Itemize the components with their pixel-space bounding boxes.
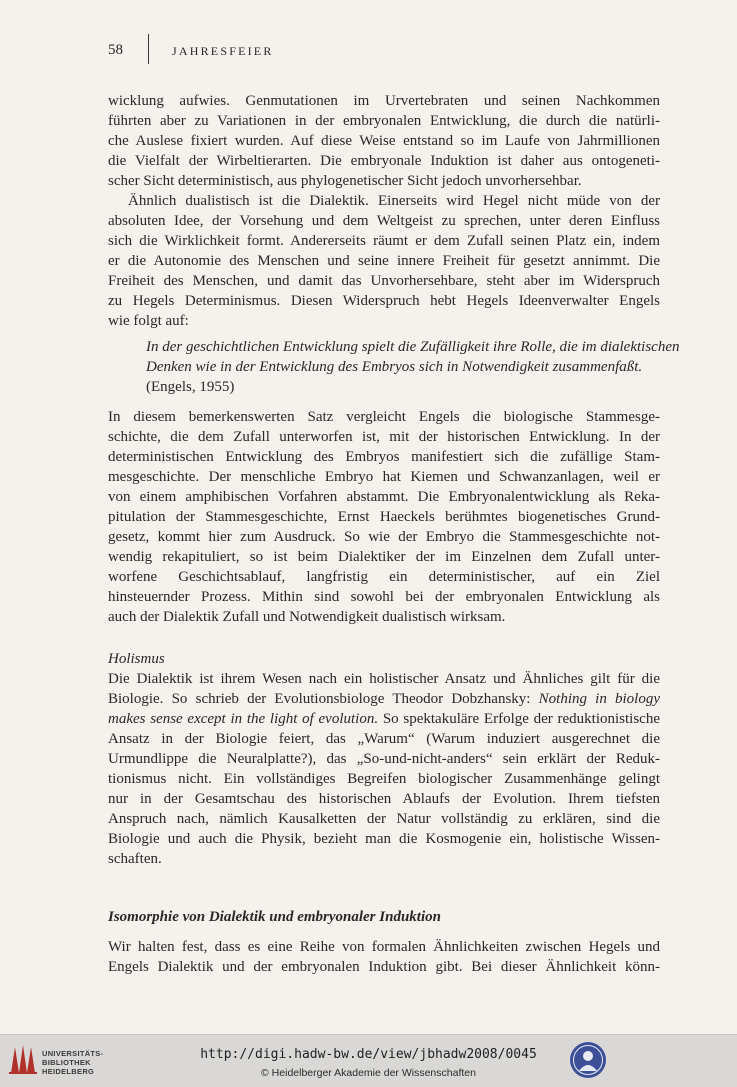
text-line: Freiheit des Menschen, und damit das Unvorhersehbare, steht aber im Widerspruch (108, 273, 660, 289)
paragraph-1 (108, 91, 660, 191)
text-run: So spektakuläre Erfolge der reduktionistische (378, 711, 660, 727)
header-divider (148, 34, 149, 64)
text-line: die Vielfalt der Wirbeltierarten. Die embryonale Induktion ist daher aus ontogeneti- (108, 153, 660, 169)
permalink-url[interactable]: http://digi.hadw-bw.de/view/jbhadw2008/0045 (200, 1047, 537, 1062)
body-text (108, 91, 680, 977)
text-line: wendig rekapituliert, so ist beim Dialektiker der im Einzelnen dem Zufall unter- (108, 549, 660, 565)
page-number: 58 (108, 42, 123, 58)
text-line: schaften. (108, 851, 162, 867)
text-line: gesetz, kommt hier zum Ausdruck. So wie der Embryo die Stammesgeschichte not- (108, 529, 660, 545)
text-line (108, 709, 660, 729)
logo-text-line: BIBLIOTHEK (42, 1058, 91, 1067)
text-line: sich die Wirklichkeit formt. Andererseits räumt er dem Zufall seinen Platz ein, indem (108, 233, 660, 249)
copyright-notice: © Heidelberger Akademie der Wissenschaften (261, 1067, 476, 1079)
italic-quote: Nothing in biology (538, 691, 661, 707)
text-line: absoluten Idee, der Vorsehung und dem Weltgeist zu sprechen, unter deren Einfluss (108, 213, 660, 229)
paragraph-2 (108, 191, 660, 331)
text-line: pitulation der Stammesgeschichte, Ernst Haeckels berühmtes biogenetisches Grund- (108, 509, 660, 525)
text-line: zu Hegels Determinismus. Diesen Widerspruch hebt Hegels Ideenverwalter Engels (108, 293, 660, 309)
text-line: Biologie und auch die Physik, bezieht man die Kosmogenie ein, holistische Wissen- (108, 831, 660, 847)
viewer-footer (0, 1034, 737, 1087)
subheading-holismus: Holismus (108, 651, 165, 667)
text-line: hinsteuernder Prozess. Mithin sind sowohl bei der embryonalen Entwicklung als (108, 589, 660, 605)
block-quote (146, 337, 680, 397)
text-run: Biologie. So schrieb der Evolutionsbiologe Theodor Dobzhansky: (108, 691, 539, 707)
quote-citation: (Engels, 1955) (146, 379, 235, 395)
text-line: wie folgt auf: (108, 313, 189, 329)
text-line: deterministischen Entwicklung des Embryos manifestiert sich die zufällige Stam- (108, 449, 660, 465)
paragraph-4 (108, 669, 660, 869)
text-line: nur in der Gesamtschau des historischen Ablaufs der Evolution. Ihrem tiefsten (108, 791, 660, 807)
text-line: Urmundlippe die Neuralplatte?), das „So-und-nicht-anders“ sein erklärt der Reduk- (108, 751, 660, 767)
paragraph-5 (108, 937, 660, 977)
italic-quote: makes sense except in the light of evolution. (108, 711, 379, 727)
text-line: worfene Geschichtsablauf, langfristig ein deterministischer, auf ein Ziel (108, 569, 660, 585)
text-line: tionismus nicht. Ein vollständiges Begreifen biologischer Zusammenhänge gelingt (108, 771, 660, 787)
text-line: mesgeschichte. Der menschliche Embryo hat Kiemen und Schwanzanlagen, weil er (108, 469, 660, 485)
text-line: Anspruch nach, nämlich Kausalketten der Natur vollständig zu erklären, sind die (108, 811, 660, 827)
section-heading: Isomorphie von Dialektik und embryonaler Induktion (108, 909, 441, 925)
logo-text-line: UNIVERSITÄTS- (42, 1049, 104, 1058)
text-line: Ansatz in der Biologie feiert, das „Warum“ (Warum induziert ausgerechnet die (108, 731, 660, 747)
text-line: auch der Dialektik Zufall und Notwendigkeit dualistisch wirksam. (108, 609, 506, 625)
quote-line: Denken wie in der Entwicklung des Embryos sich in Notwendigkeit zusammenfaßt. (146, 359, 643, 375)
text-line: führten aber zu Variationen in der embryonalen Entwicklung, die durch die natürli- (108, 113, 660, 129)
text-line: Wir halten fest, dass es eine Reihe von formalen Ähnlichkeiten zwischen Hegels und (108, 939, 660, 955)
text-line: Die Dialektik ist ihrem Wesen nach ein holistischer Ansatz und Ähnliches gilt für die (108, 671, 660, 687)
text-line: scher Sicht deterministisch, aus phylogenetischer Sicht jedoch unvorhersehbar. (108, 173, 582, 189)
text-line: wicklung aufwies. Genmutationen im Urvertebraten und seinen Nachkommen (108, 93, 660, 109)
text-line: schichte, die dem Zufall unterworfen ist, mit der historischen Entwicklung. In der (108, 429, 660, 445)
text-line (108, 689, 660, 709)
text-line: Engels Dialektik und der embryonalen Induktion gibt. Bei dieser Ähnlichkeit könn- (108, 959, 660, 975)
text-line: Ähnlich dualistisch ist die Dialektik. Einerseits wird Hegel nicht müde von der (128, 193, 660, 209)
running-title: JAHRESFEIER (172, 44, 274, 58)
paragraph-3 (108, 407, 660, 627)
academy-seal-icon[interactable] (569, 1041, 607, 1079)
text-line: che Auslese fixiert wurden. Auf diese Weise entstand so im Laufe von Jahrmillionen (108, 133, 660, 149)
text-line: In diesem bemerkenswerten Satz vergleicht Engels die biologische Stammesge- (108, 409, 660, 425)
text-line: von einem amphibischen Vorfahren abstammt. Die Embryonalentwicklung als Reka- (108, 489, 660, 505)
text-line: er die Autonomie des Menschen und seine innere Freiheit für gesetzt annimmt. Die (108, 253, 660, 269)
logo-text-line: HEIDELBERG (42, 1067, 95, 1076)
quote-line: In der geschichtlichen Entwicklung spielt die Zufälligkeit ihre Rolle, die im dialektischen (146, 339, 680, 355)
